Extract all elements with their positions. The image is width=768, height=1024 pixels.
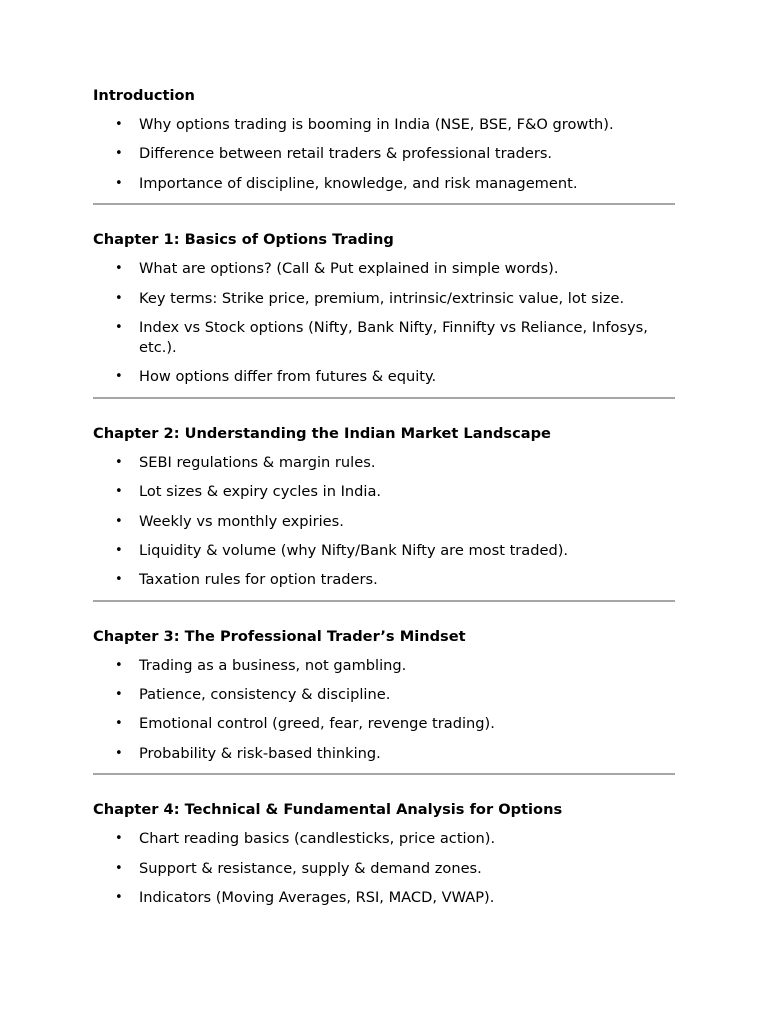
bullet-icon: • xyxy=(115,117,123,132)
list-item-text: Chart reading basics (candlesticks, price action). xyxy=(139,830,496,848)
bullet-icon: • xyxy=(115,572,123,588)
bullet-icon: • xyxy=(115,369,123,385)
list-item xyxy=(93,570,675,590)
section-divider xyxy=(93,773,675,775)
bullet-list xyxy=(93,829,675,908)
list-item-text: Why options trading is booming in India (NSE, BSE, F&O growth). xyxy=(139,116,614,133)
section-chapter-1 xyxy=(93,230,675,387)
section-title: Chapter 1: Basics of Options Trading xyxy=(93,231,394,249)
bullet-icon: • xyxy=(115,890,123,906)
list-item-text: Emotional control (greed, fear, revenge trading). xyxy=(139,715,495,733)
list-item-text: Taxation rules for option traders. xyxy=(139,571,378,589)
section-chapter-2 xyxy=(93,424,675,591)
list-item-text: Difference between retail traders & professional traders. xyxy=(139,145,553,163)
list-item xyxy=(93,888,675,908)
list-item xyxy=(93,656,675,676)
list-item-text: How options differ from futures & equity. xyxy=(139,368,437,386)
list-item-text: Indicators (Moving Averages, RSI, MACD, VWAP). xyxy=(139,889,495,907)
list-item xyxy=(93,829,675,849)
bullet-icon: • xyxy=(115,319,123,335)
list-item-text: Trading as a business, not gambling. xyxy=(139,656,407,674)
list-item xyxy=(93,482,675,502)
list-item-text: Probability & risk-based thinking. xyxy=(139,744,381,762)
list-item-text: Support & resistance, supply & demand zones. xyxy=(139,859,482,877)
bullet-list xyxy=(93,115,675,194)
list-item xyxy=(93,289,675,309)
bullet-list xyxy=(93,656,675,764)
list-item-text: Importance of discipline, knowledge, and risk management. xyxy=(139,174,578,192)
bullet-icon: • xyxy=(115,484,123,500)
section-title: Introduction xyxy=(93,87,195,104)
list-item xyxy=(93,744,675,764)
bullet-icon: • xyxy=(115,146,123,162)
list-item-text: Index vs Stock options (Nifty, Bank Nifty, Finnifty vs Reliance, Infosys, etc.). xyxy=(139,318,648,356)
bullet-icon: • xyxy=(115,290,123,306)
section-introduction xyxy=(93,86,675,194)
list-item xyxy=(93,115,675,135)
list-item xyxy=(93,174,675,194)
list-item xyxy=(93,367,675,387)
list-item-text: Weekly vs monthly expiries. xyxy=(139,512,344,530)
bullet-list xyxy=(93,453,675,591)
section-divider xyxy=(93,397,675,399)
list-item xyxy=(93,685,675,705)
list-item xyxy=(93,453,675,473)
list-item-text: Lot sizes & expiry cycles in India. xyxy=(139,483,382,501)
list-item-text: Patience, consistency & discipline. xyxy=(139,686,391,704)
list-item-text: SEBI regulations & margin rules. xyxy=(139,453,376,471)
list-item xyxy=(93,859,675,879)
bullet-icon: • xyxy=(115,454,123,470)
bullet-icon: • xyxy=(115,860,123,876)
section-divider xyxy=(93,203,675,205)
bullet-icon: • xyxy=(115,542,123,558)
list-item xyxy=(93,541,675,561)
list-item xyxy=(93,318,675,358)
list-item xyxy=(93,512,675,532)
section-chapter-3 xyxy=(93,627,675,764)
bullet-icon: • xyxy=(115,513,123,529)
list-item-text: What are options? (Call & Put explained in simple words). xyxy=(139,260,559,278)
bullet-icon: • xyxy=(115,687,123,703)
bullet-icon: • xyxy=(115,261,123,277)
bullet-icon: • xyxy=(115,716,123,732)
bullet-icon: • xyxy=(115,745,123,761)
bullet-icon: • xyxy=(115,831,123,847)
section-title: Chapter 3: The Professional Trader’s Mindset xyxy=(93,627,466,645)
bullet-icon: • xyxy=(115,175,123,191)
list-item-text: Liquidity & volume (why Nifty/Bank Nifty are most traded). xyxy=(139,541,569,559)
list-item xyxy=(93,259,675,279)
list-item xyxy=(93,714,675,734)
bullet-icon: • xyxy=(115,657,123,673)
bullet-list xyxy=(93,259,675,387)
section-title: Chapter 2: Understanding the Indian Market Landscape xyxy=(93,424,551,442)
section-chapter-4 xyxy=(93,800,675,908)
list-item-text: Key terms: Strike price, premium, intrinsic/extrinsic value, lot size. xyxy=(139,289,625,307)
section-title: Chapter 4: Technical & Fundamental Analysis for Options xyxy=(93,801,563,819)
section-divider xyxy=(93,600,675,602)
list-item xyxy=(93,144,675,164)
